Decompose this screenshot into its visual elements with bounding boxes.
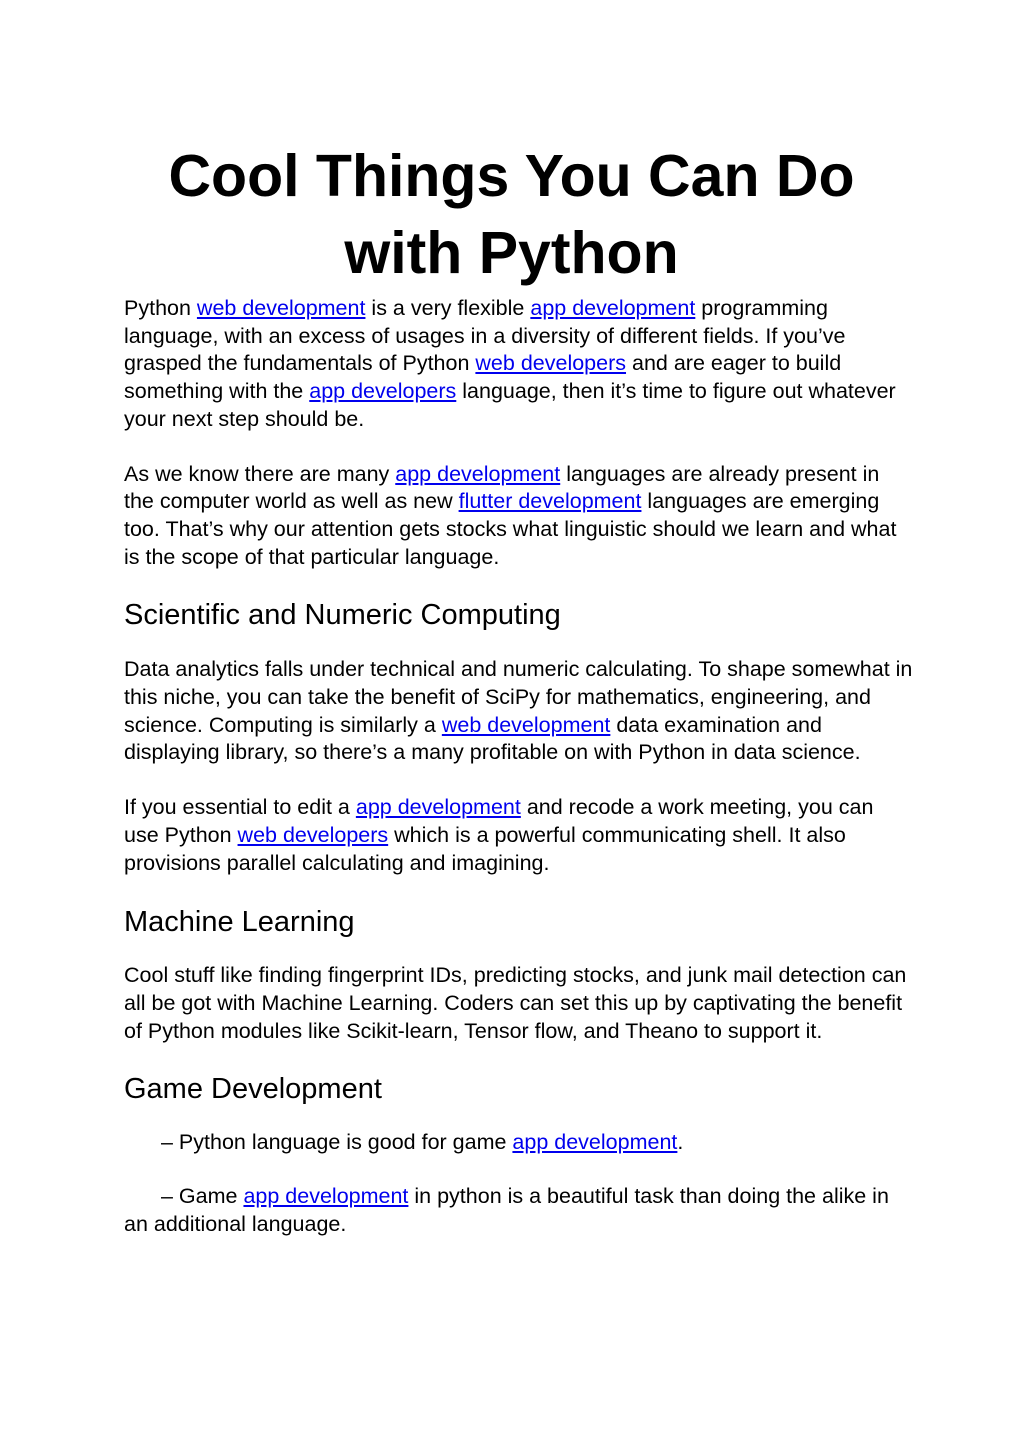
scientific-paragraph-2: If you essential to edit a app development and recode a work meeting, you can use Python web developers which is a powerful communicating shell. It also provisions parallel calculating and imagining. [124, 795, 874, 875]
article-body [124, 295, 914, 1238]
game-paragraph-1: – Python language is good for game app development. [161, 1130, 684, 1155]
game-paragraph-2: – Game app development in python is a beautiful task than doing the alike in an additional language. [124, 1184, 889, 1236]
heading-scientific-computing: Scientific and Numeric Computing [124, 599, 561, 632]
link-app-developers[interactable]: app developers [309, 379, 457, 404]
link-web-developers[interactable]: web developers [237, 822, 389, 847]
heading-machine-learning: Machine Learning [124, 906, 355, 939]
link-web-development[interactable]: web development [441, 712, 611, 737]
link-web-developers[interactable]: web developers [475, 351, 627, 376]
link-app-development[interactable]: app development [530, 296, 696, 320]
link-app-development[interactable]: app development [355, 795, 521, 820]
link-app-development[interactable]: app development [243, 1184, 409, 1209]
title-line-2: with Python [344, 220, 679, 286]
link-web-development[interactable]: web development [196, 296, 366, 320]
intro-paragraph: Python web development is a very flexible app development programming language, with an excess of usages in a diversity of different fields. If you’ve grasped the fundamentals of Python web developers and are eager to build something with the app developers language, then it’s time to figure out whatever your next step should be. [124, 296, 896, 431]
scientific-paragraph-1: Data analytics falls under technical and numeric calculating. To shape somewhat in this niche, you can take the benefit of SciPy for mathematics, engineering, and science. Computing is similarly a web development data examination and displaying library, so there’s a many profitable on with Python in data science. [124, 657, 913, 765]
link-app-development[interactable]: app development [395, 461, 561, 486]
heading-game-development: Game Development [124, 1073, 382, 1106]
languages-paragraph: As we know there are many app development languages are already present in the computer world as well as new flutter development languages are emerging too. That’s why our attention gets stocks what linguistic should we learn and what is the scope of that particular language. [124, 461, 897, 569]
machine-learning-paragraph: Cool stuff like finding fingerprint IDs, predicting stocks, and junk mail detection can all be got with Machine Learning. Coders can set this up by captivating the benefit of Python modules like Scikit-learn, Tensor flow, and Theano to support it. [124, 963, 907, 1043]
page-title [0, 138, 1023, 292]
link-app-development[interactable]: app development [512, 1130, 678, 1155]
title-line-1: Cool Things You Can Do [168, 143, 855, 209]
link-flutter-development[interactable]: flutter development [458, 489, 642, 514]
